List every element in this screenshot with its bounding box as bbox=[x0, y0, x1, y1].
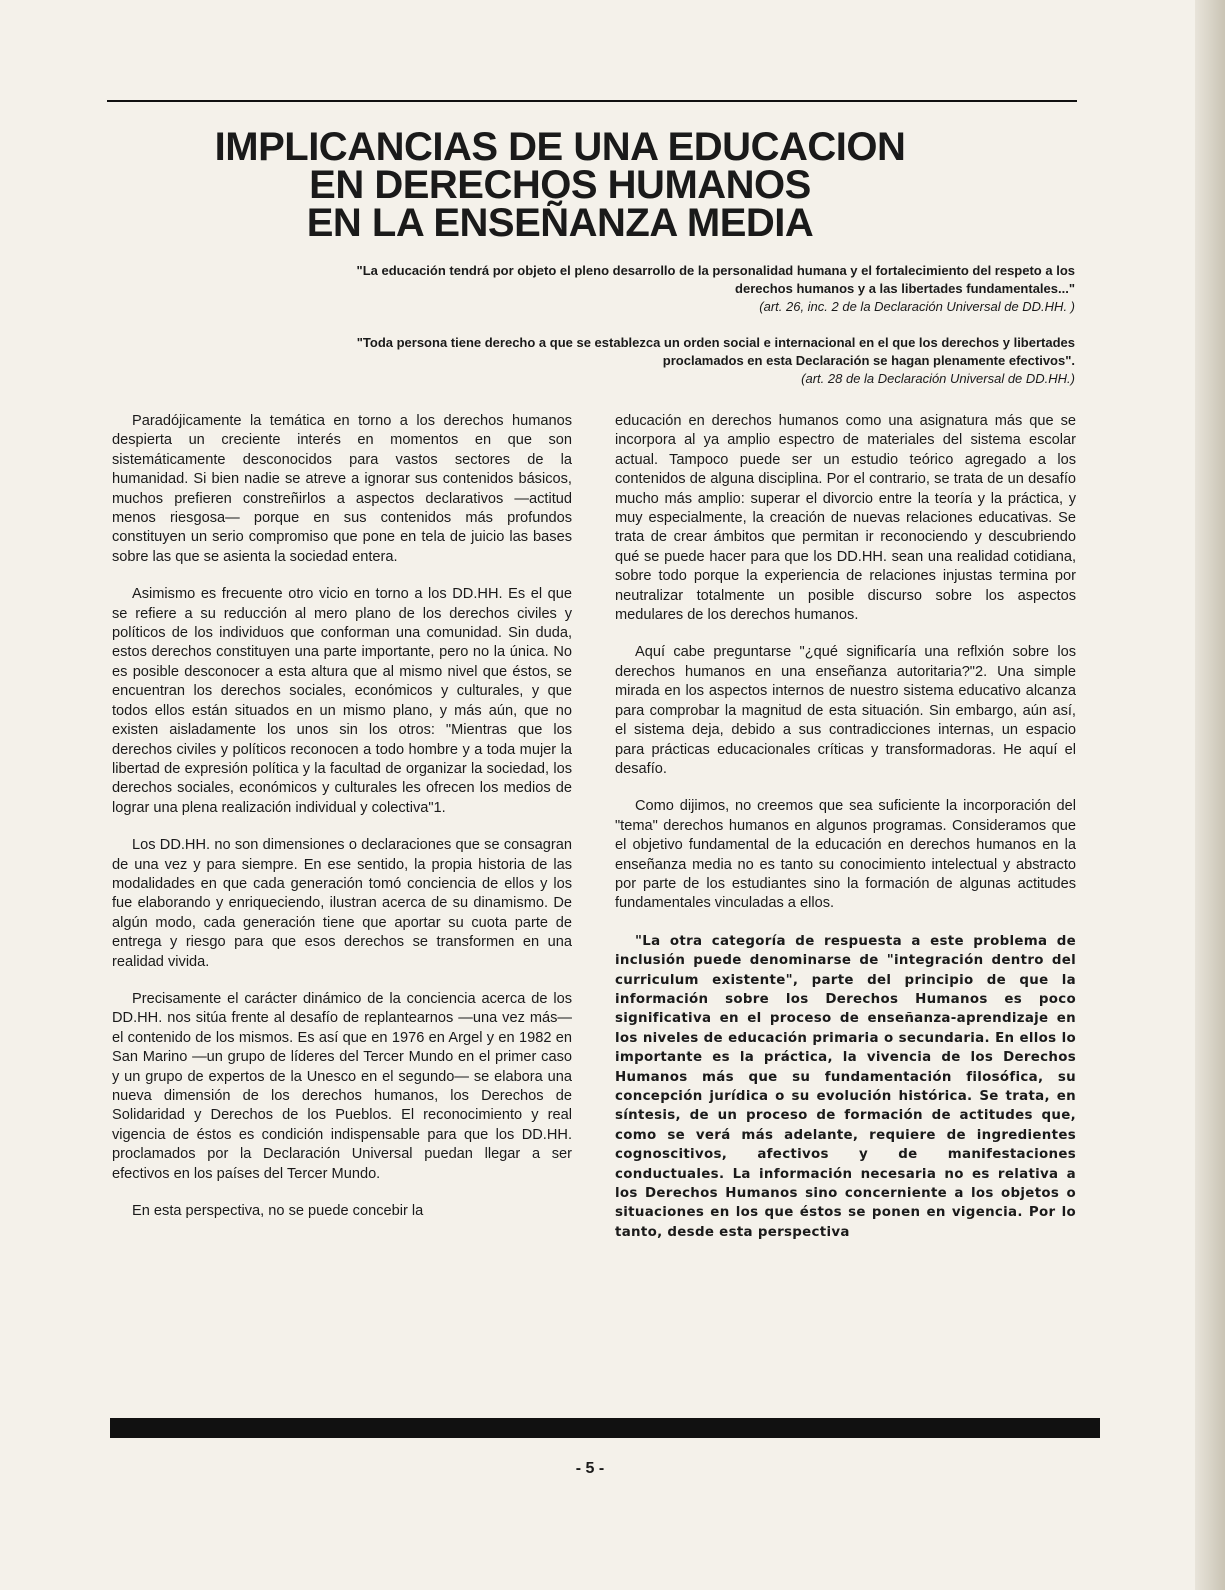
paragraph: Precisamente el carácter dinámico de la conciencia acerca de los DD.HH. nos sitúa frente al desafío de replantearnos —una vez más— el contenido de los mismos. Es así que en 1976 en Argel y en 1982 en San Marino —un grupo de líderes del Tercer Mundo en el primer caso y un grupo de expertos de la Unesco en el segundo— se elabora una nueva dimensión de los derechos humanos, los Derechos de Solidaridad y Derechos de los Pueblos. El reconocimiento y real vigencia de éstos es condición indispensable para que los DD.HH. proclamados por la Declaración Universal puedan llegar a ser efectivos en los países del Tercer Mundo. bbox=[112, 990, 572, 1182]
article-title bbox=[150, 125, 970, 245]
paragraph: Como dijimos, no creemos que sea suficiente la incorporación del "tema" derechos humanos en algunos programas. Consideramos que el objetivo fundamental de la educación en derechos humanos en la enseñanza media no es tanto su conocimiento intelectual y abstracto por parte de los estudiantes sino la formación de algunas actitudes fundamentales vinculadas a ellos. bbox=[615, 798, 1076, 912]
paragraph: En esta perspectiva, no se puede concebir la bbox=[132, 1203, 424, 1220]
block-quote: "La otra categoría de respuesta a este problema de inclusión puede denominarse de "integración dentro del curriculum existente", parte del principio de que la información sobre los Derechos Humanos es poco significativa en el proceso de enseñanza-aprendizaje en los niveles de educación primaria o secundaria. En ellos lo importante es la práctica, la vivencia de los Derechos Humanos más que su fundamentación filosófica, su concepción jurídica o su evolución histórica. Se trata, en síntesis, de un proceso de formación de actitudes que, como se verá más adelante, requiere de ingredientes cognoscitivos, afectivos y de manifestaciones conductuales. La información necesaria no es relativa a los Derechos Humanos sino concerniente a los objetos o situaciones en los que éstos se ponen en vigencia. Por lo tanto, desde esta perspectiva bbox=[615, 933, 1076, 1240]
paragraph: Paradójicamente la temática en torno a los derechos humanos despierta un creciente interés en momentos en que son sistemáticamente desconocidos para vastos sectores de la humanidad. Si bien nadie se atreve a ignorar sus contenidos básicos, muchos prefieren constreñirlos a aspectos declarativos —actitud menos riesgosa— porque en sus contenidos más profundos constituyen un serio compromiso que pone en tela de juicio las bases sobre las que se asienta la sociedad entera. bbox=[112, 413, 572, 565]
right-column bbox=[615, 412, 1076, 1412]
epigraph-quote-2 bbox=[355, 334, 1075, 388]
page-number: - 5 - bbox=[575, 1460, 605, 1477]
paragraph: educación en derechos humanos como una asignatura más que se incorpora al ya amplio espectro de materiales del sistema escolar actual. Tampoco puede ser un estudio teórico agregado a los contenidos de alguna disciplina. Por el contrario, se trata de un desafío mucho más amplio: superar el divorcio entre la teoría y la práctica, y muy especialmente, la creación de nuevas relaciones educativas. Se trata de crear ámbitos que permitan ir reconociendo y descubriendo qué se puede hacer para que los DD.HH. sean una realidad cotidiana, sobre todo porque la experiencia de relaciones injustas termina por neutralizar totalmente un posible discurso sobre los aspectos medulares de los derechos humanos. bbox=[615, 413, 1076, 624]
quote-citation: (art. 26, inc. 2 de la Declaración Universal de DD.HH. ) bbox=[759, 299, 1075, 314]
left-column bbox=[112, 412, 572, 1412]
page-edge bbox=[1195, 0, 1225, 1590]
bottom-bar bbox=[110, 1418, 1100, 1438]
quote-text: "Toda persona tiene derecho a que se establezca un orden social e internacional en el que los derechos y libertades proclamados en esta Declaración se hagan plenamente efectivos". bbox=[356, 335, 1075, 368]
title-line-2: EN DERECHOS HUMANOS bbox=[309, 163, 811, 207]
quote-citation: (art. 28 de la Declaración Universal de DD.HH.) bbox=[801, 371, 1075, 386]
top-rule bbox=[107, 100, 1077, 102]
epigraph-quote-1 bbox=[355, 262, 1075, 316]
paragraph: Asimismo es frecuente otro vicio en torno a los DD.HH. Es el que se refiere a su reducción al mero plano de los derechos civiles y políticos de los individuos que conforman una comunidad. Sin duda, estos derechos constituyen una parte importante, pero no la única. No es posible desconocer a esta altura que al mismo nivel que éstos, se encuentran los derechos sociales, económicos y culturales, y que todos ellos están situados en un mismo plano, y más aún, que no existen aisladamente los unos sin los otros: "Mientras que los derechos civiles y políticos reconocen a todo hombre y a toda mujer la libertad de expresión política y la facultad de organizar la sociedad, los derechos sociales, económicos y culturales les ofrecen los medios de lograr una plena realización individual y colectiva"1. bbox=[112, 586, 572, 816]
paragraph: Los DD.HH. no son dimensiones o declaraciones que se consagran de una vez y para siempre. En ese sentido, la propia historia de las modalidades en que cada generación tomó conciencia de ellos y los fue elaborando y enriqueciendo, ilustran acerca de su dinamismo. De algún modo, cada generación tiene que aportar su cuota parte de entrega y riesgo para que esos derechos se transformen en una realidad vivida. bbox=[112, 837, 572, 970]
paragraph: Aquí cabe preguntarse "¿qué significaría una reflxión sobre los derechos humanos en una enseñanza autoritaria?"2. Una simple mirada en los aspectos internos de nuestro sistema educativo alcanza para comprobar la magnitud de esta situación. Sin embargo, aún así, el sistema deja, debido a sus contradicciones internas, un espacio para prácticas educacionales críticas y transformadoras. He aquí el desafío. bbox=[615, 644, 1076, 777]
quote-text: "La educación tendrá por objeto el pleno desarrollo de la personalidad humana y el fortalecimiento del respeto a los derechos humanos y a las libertades fundamentales..." bbox=[356, 263, 1075, 296]
title-line-3: EN LA ENSEÑANZA MEDIA bbox=[306, 201, 814, 245]
title-line-1: IMPLICANCIAS DE UNA EDUCACION bbox=[214, 125, 906, 169]
